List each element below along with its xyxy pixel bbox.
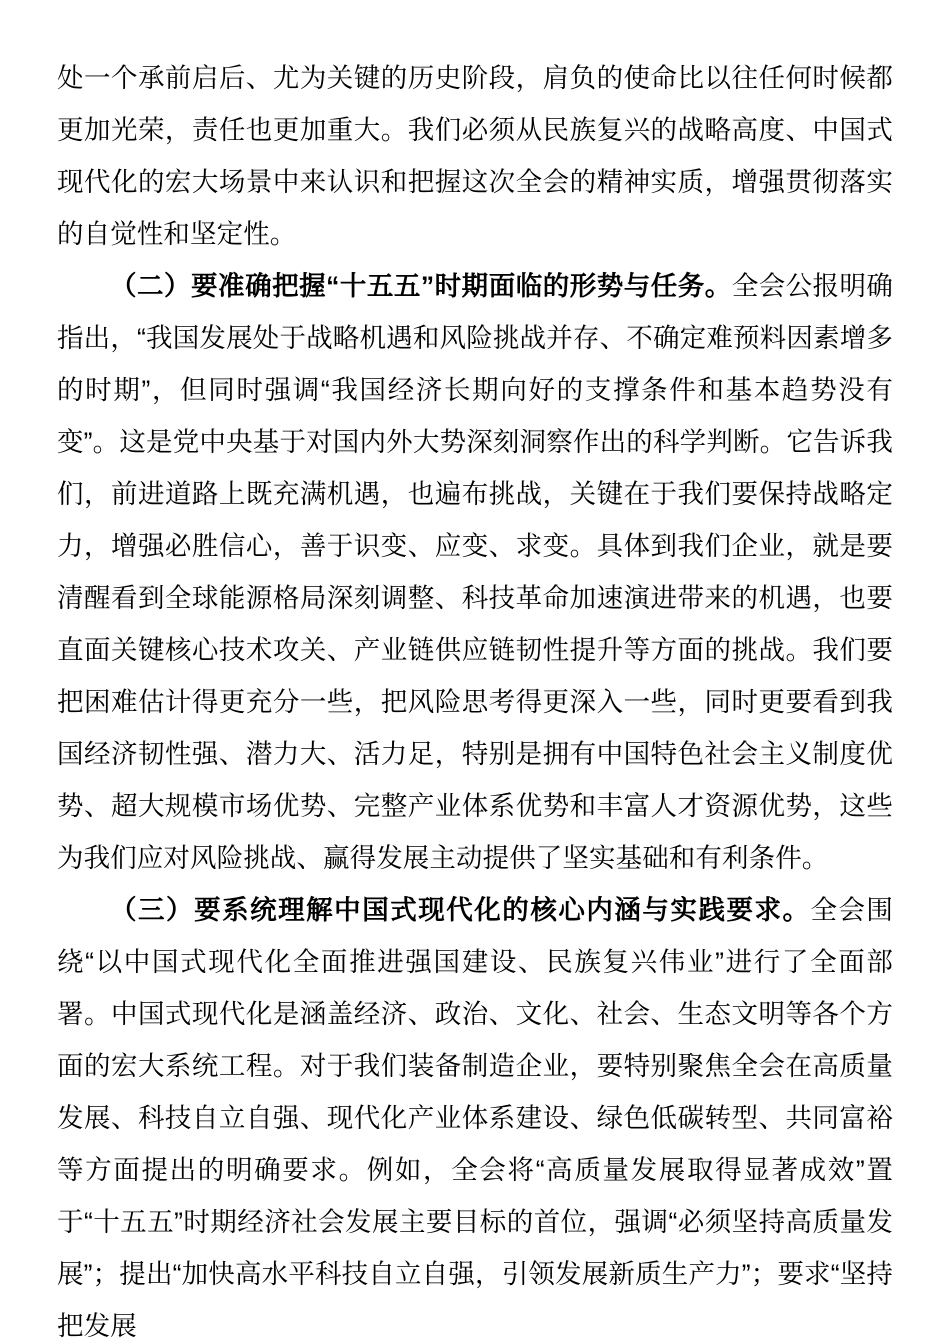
paragraph-section-two [57, 260, 893, 884]
section-three-heading: （三）要系统理解中国式现代化的核心内涵与实践要求。 [110, 895, 811, 925]
section-two-text: 全会公报明确指出，“我国发展处于战略机遇和风险挑战并存、不确定难预料因素增多的时期”，但同时强调“我国经济长期向好的支撑条件和基本趋势没有变”。这是党中央基于对国内外大势深刻洞察作出的科学判断。它告诉我们，前进道路上既充满机遇，也遍布挑战，关键在于我们要保持战略定力，增强必胜信心，善于识变、应变、求变。具体到我们企业，就是要清醒看到全球能源格局深刻调整、科技革命加速演进带来的机遇，也要直面关键核心技术攻关、产业链供应链韧性提升等方面的挑战。我们要把困难估计得更充分一些，把风险思考得更深入一些，同时更要看到我国经济韧性强、潜力大、活力足，特别是拥有中国特色社会主义制度优势、超大规模市场优势、完整产业体系优势和丰富人才资源优势，这些为我们应对风险挑战、赢得发展主动提供了坚实基础和有利条件。 [57, 271, 893, 873]
paragraph-continuation [57, 52, 893, 260]
document-text-body [57, 52, 893, 1344]
section-three-text: 全会围绕“以中国式现代化全面推进强国建设、民族复兴伟业”进行了全面部署。中国式现代化是涵盖经济、政治、文化、社会、生态文明等各个方面的宏大系统工程。对于我们装备制造企业，要特别聚焦全会在高质量发展、科技自立自强、现代化产业体系建设、绿色低碳转型、共同富裕等方面提出的明确要求。例如，全会将“高质量发展取得显著成效”置于“十五五”时期经济社会发展主要目标的首位，强调“必须坚持高质量发展”；提出“加快高水平科技自立自强，引领发展新质生产力”；要求“坚持把发展 [57, 895, 893, 1341]
paragraph-section-three [57, 884, 893, 1344]
paragraph-continuation-text: 处一个承前启后、尤为关键的历史阶段，肩负的使命比以往任何时候都更加光荣，责任也更加重大。我们必须从民族复兴的战略高度、中国式现代化的宏大场景中来认识和把握这次全会的精神实质，增强贯彻落实的自觉性和坚定性。 [57, 63, 893, 249]
section-two-heading: （二）要准确把握“十五五”时期面临的形势与任务。 [110, 271, 732, 301]
